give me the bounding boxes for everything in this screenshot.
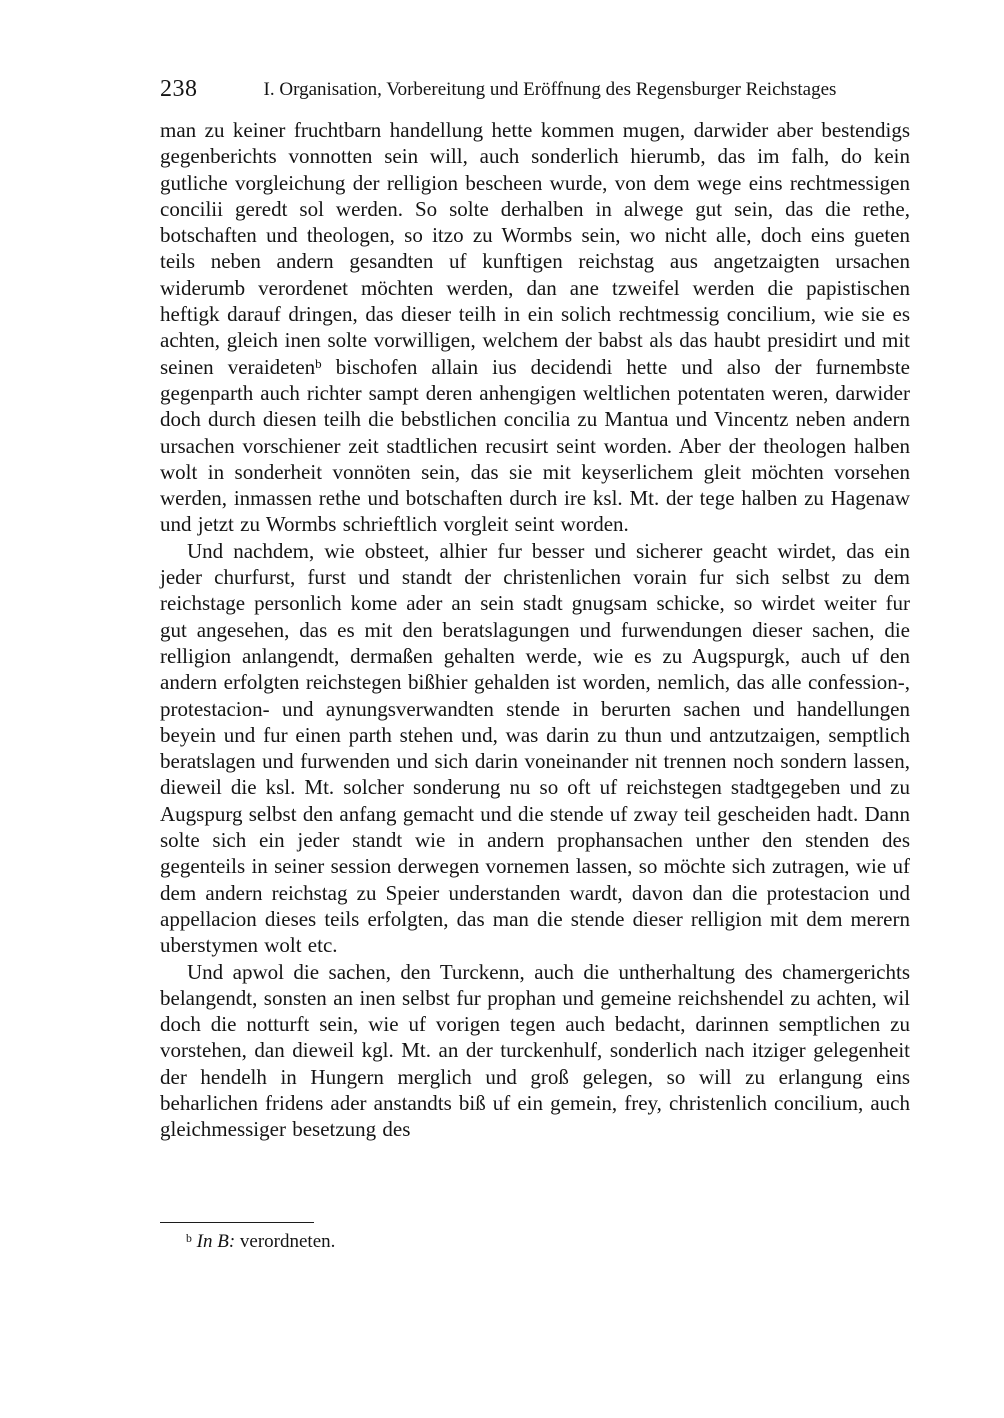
paragraph-1-pre: man zu keiner fruchtbarn handellung hette kommen mugen, darwider aber bestendigs gegenberichts vonnotten sein will, auch sonderlich hierumb, das im falh, do kein gutliche vorgleichung der relligion bescheen wurde, von dem wege eins rechtmessigen concilii geredt sol werden. So solte derhalben in alwege gut sein, das die rethe, botschaften und theologen, so itzo zu Wormbs sein, wo nicht alle, doch eins gueten teils neben andern gesandten uf kunftigen reichstag aus angetzaigten ursachen widerumb verordenet möchten werden, dan ane tzweifel werden die papistischen heftigk darauf dringen, das dieser teilh in ein solich rechtmessig concilium, wie sie es achten, gleich inen solte vorwilligen, welchem der babst als das haubt presidirt und mit seinen veraideten xyxy=(160,118,910,379)
paragraph-1-post: bischofen allain ius decidendi hette und also der furnembste gegenparth auch richter sampt deren anhengigen weltlichen potentaten weren, darwider doch durch diesen teilh die bebstlichen concilia zu Mantua und Vincentz neben andern ursachen vorschiener zeit stadtlichen recusirt seint worden. Aber der theologen halben wolt in sonderheit vonnöten sein, das sie mit keyserlichem gleit möchten vorsehen werden, inmassen rethe und botschaften durch ire ksl. Mt. der tege halben zu Hagenaw und jetzt zu Wormbs schrieftlich vorgleit seint worden. xyxy=(160,354,910,537)
footnote-b-text: verordneten. xyxy=(235,1231,336,1252)
page-number: 238 xyxy=(160,76,198,102)
paragraph-2: Und nachdem, wie obsteet, alhier fur besser und sicherer geacht wirdet, das ein jeder churfurst, furst und standt der christenlichen vorain fur sich selbst zu dem reichstage personlich kome ader an sein stadt gnugsam schicke, so wirdet weiter fur gut angesehen, das es mit den beratslagungen und furwendungen dieser sachen, die relligion anlangendt, dermaßen gehalten werde, wie es zu Augspurgk, auch uf den andern erfolgten reichstegen bißhier gehalden ist worden, nemlich, das alle confession-, protestacion- und aynungsverwandten stende in berurten sachen und handellungen beyein und fur einen parth stehen und, was darin zu thun und antzutzaigen, semptlich beratslagen und furwenden und sich darin voneinander nit trennen noch sondern lassen, dieweil die ksl. Mt. solcher sonderung nu so oft uf reichstegen stadtgegeben und zu Augspurg selbst den anfang gemacht und die stende uf zway teil gescheiden hadt. Dann solte sich ein jeder standt wie in andern prophansachen unther den stenden des gegenteils in seiner session derwegen vornemen lassen, so möchte sich zutragen, wie uf dem andern reichstag zu Speier understanden wardt, davon dan die protestacion und appellacion dieses teils erfolgten, das man die stende dieser relligion mit dem merern uberstymen wolt etc. xyxy=(160,538,910,958)
page-header xyxy=(160,76,910,104)
footnote-b-source-label: In B: xyxy=(191,1231,236,1252)
footnote-separator-rule xyxy=(160,1222,314,1223)
running-title: I. Organisation, Vorbereitung und Eröffnung des Regensburger Reichstages xyxy=(263,79,837,100)
paragraph-3: Und apwol die sachen, den Turckenn, auch die untherhaltung des chamergerichts belangendt, sonsten an inen selbst fur prophan und gemeine reichshendel zu achten, wil doch die notturft sein, wie uf vorigen tegen auch bedacht, darinnen semptlichen zu vorstehen, dan dieweil kgl. Mt. an der turckenhulf, sonderlich nach itziger gelegenheit der hendelh in Hungern merglich und groß gelegen, so will zu erlangung eins beharlichen fridens ader anstandts biß uf ein gemein, frey, christenlich concilium, auch gleichmessiger besetzung des xyxy=(160,959,910,1142)
footnote-b xyxy=(160,1230,910,1254)
paragraph-1 xyxy=(160,117,910,538)
footnote-b-mark: b xyxy=(186,1231,192,1245)
footnote-marker-b: b xyxy=(315,355,322,371)
body-text xyxy=(160,117,910,1143)
